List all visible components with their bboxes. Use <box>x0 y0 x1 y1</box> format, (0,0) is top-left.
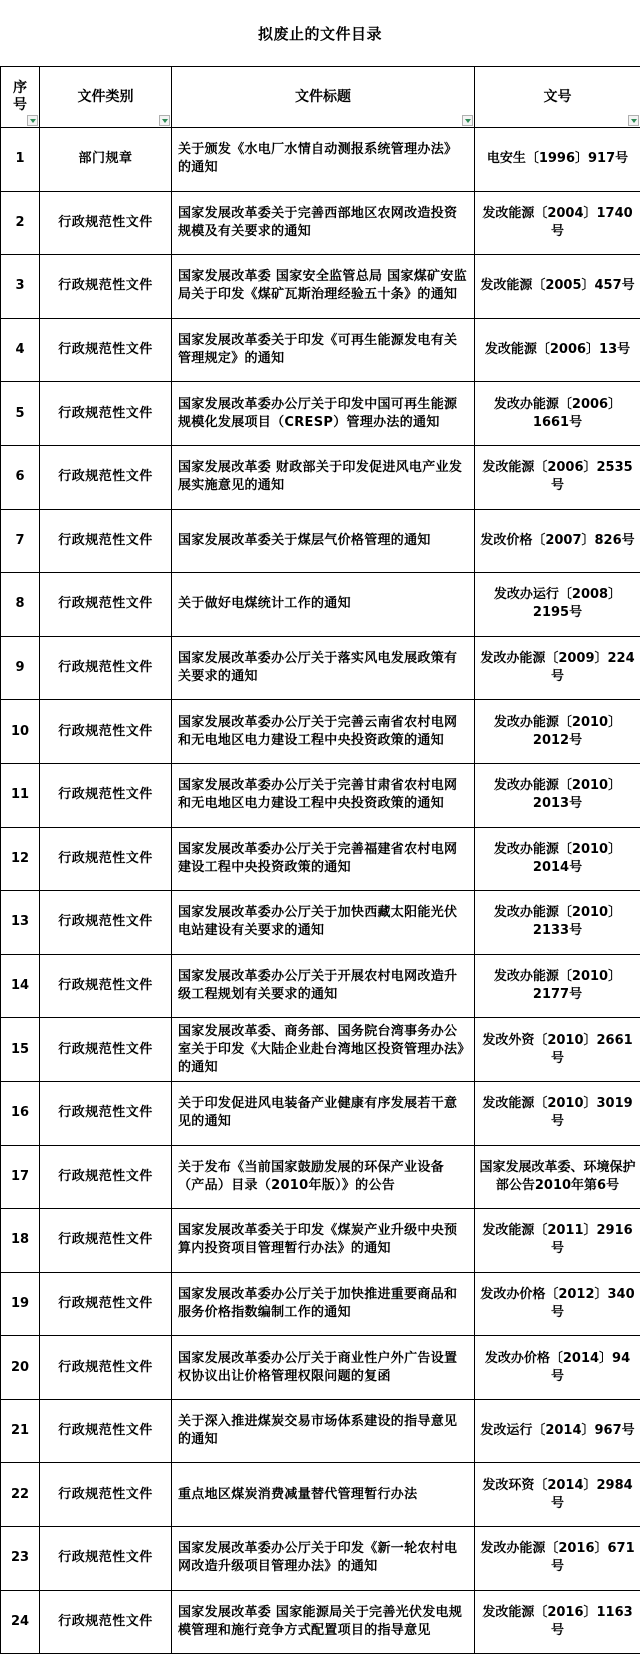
seq-cell: 7 <box>1 509 40 573</box>
seq-cell: 11 <box>1 763 40 827</box>
table-row <box>1 1399 640 1463</box>
number-cell: 发改办能源〔2010〕2133号 <box>475 891 640 955</box>
seq-cell: 3 <box>1 255 40 319</box>
category-cell: 行政规范性文件 <box>40 1463 172 1527</box>
number-cell: 发改能源〔2005〕457号 <box>475 255 640 319</box>
title-cell: 关于印发促进风电装备产业健康有序发展若干意见的通知 <box>172 1081 475 1145</box>
number-cell: 发改办能源〔2010〕2013号 <box>475 763 640 827</box>
number-cell: 电安生〔1996〕917号 <box>475 128 640 192</box>
table-row <box>1 445 640 509</box>
number-cell: 国家发展改革委、环境保护部公告2010年第6号 <box>475 1145 640 1209</box>
seq-cell: 14 <box>1 954 40 1018</box>
title-cell: 关于颁发《水电厂水情自动测报系统管理办法》的通知 <box>172 128 475 192</box>
number-cell: 发改能源〔2004〕1740号 <box>475 191 640 255</box>
seq-cell: 2 <box>1 191 40 255</box>
seq-cell: 21 <box>1 1399 40 1463</box>
seq-cell: 18 <box>1 1209 40 1273</box>
title-cell: 国家发展改革委 国家安全监管总局 国家煤矿安监局关于印发《煤矿瓦斯治理经验五十条》的通知 <box>172 255 475 319</box>
number-cell: 发改办能源〔2016〕671号 <box>475 1527 640 1591</box>
title-cell: 关于做好电煤统计工作的通知 <box>172 573 475 637</box>
table-row <box>1 1527 640 1591</box>
category-cell: 行政规范性文件 <box>40 1272 172 1336</box>
seq-cell: 16 <box>1 1081 40 1145</box>
category-cell: 行政规范性文件 <box>40 636 172 700</box>
header-category <box>40 67 172 128</box>
filter-dropdown-icon[interactable] <box>27 115 38 126</box>
title-cell: 重点地区煤炭消费减量替代管理暂行办法 <box>172 1463 475 1527</box>
number-cell: 发改能源〔2016〕1163号 <box>475 1590 640 1654</box>
number-cell: 发改外资〔2010〕2661号 <box>475 1018 640 1082</box>
page-title: 拟废止的文件目录 <box>257 24 382 43</box>
seq-cell: 20 <box>1 1336 40 1400</box>
number-cell: 发改办价格〔2012〕340号 <box>475 1272 640 1336</box>
table-row <box>1 1463 640 1527</box>
title-cell: 国家发展改革委关于完善西部地区农网改造投资规模及有关要求的通知 <box>172 191 475 255</box>
table-row <box>1 318 640 382</box>
header-doc-number-label: 文号 <box>543 89 572 105</box>
title-cell: 国家发展改革委办公厅关于完善甘肃省农村电网和无电地区电力建设工程中央投资政策的通知 <box>172 763 475 827</box>
number-cell: 发改办能源〔2010〕2177号 <box>475 954 640 1018</box>
title-cell: 国家发展改革委办公厅关于印发中国可再生能源规模化发展项目（CRESP）管理办法的通知 <box>172 382 475 446</box>
table-row <box>1 1081 640 1145</box>
category-cell: 行政规范性文件 <box>40 191 172 255</box>
category-cell: 行政规范性文件 <box>40 827 172 891</box>
seq-cell: 1 <box>1 128 40 192</box>
header-seq-label: 序号 <box>13 80 27 113</box>
header-seq <box>1 67 40 128</box>
table-row <box>1 1336 640 1400</box>
seq-cell: 4 <box>1 318 40 382</box>
category-cell: 行政规范性文件 <box>40 1336 172 1400</box>
table-header-row <box>1 67 640 128</box>
number-cell: 发改能源〔2010〕3019号 <box>475 1081 640 1145</box>
number-cell: 发改能源〔2011〕2916号 <box>475 1209 640 1273</box>
table-row <box>1 1590 640 1654</box>
seq-cell: 24 <box>1 1590 40 1654</box>
title-cell: 国家发展改革委办公厅关于完善福建省农村电网建设工程中央投资政策的通知 <box>172 827 475 891</box>
table-row <box>1 1209 640 1273</box>
number-cell: 发改办价格〔2014〕94号 <box>475 1336 640 1400</box>
number-cell: 发改办能源〔2009〕224号 <box>475 636 640 700</box>
table-row <box>1 509 640 573</box>
seq-cell: 19 <box>1 1272 40 1336</box>
header-doc-number <box>475 67 640 128</box>
table-row <box>1 1018 640 1082</box>
table-row <box>1 191 640 255</box>
number-cell: 发改能源〔2006〕2535号 <box>475 445 640 509</box>
table-row <box>1 763 640 827</box>
category-cell: 行政规范性文件 <box>40 1590 172 1654</box>
number-cell: 发改办能源〔2006〕1661号 <box>475 382 640 446</box>
category-cell: 行政规范性文件 <box>40 318 172 382</box>
category-cell: 行政规范性文件 <box>40 1018 172 1082</box>
title-cell: 国家发展改革委办公厅关于加快西藏太阳能光伏电站建设有关要求的通知 <box>172 891 475 955</box>
title-cell: 关于深入推进煤炭交易市场体系建设的指导意见的通知 <box>172 1399 475 1463</box>
title-cell: 国家发展改革委办公厅关于完善云南省农村电网和无电地区电力建设工程中央投资政策的通知 <box>172 700 475 764</box>
header-doc-title <box>172 67 475 128</box>
seq-cell: 17 <box>1 1145 40 1209</box>
table-row <box>1 382 640 446</box>
table-row <box>1 827 640 891</box>
category-cell: 行政规范性文件 <box>40 700 172 764</box>
seq-cell: 15 <box>1 1018 40 1082</box>
category-cell: 行政规范性文件 <box>40 954 172 1018</box>
category-cell: 行政规范性文件 <box>40 573 172 637</box>
category-cell: 行政规范性文件 <box>40 509 172 573</box>
table-row <box>1 891 640 955</box>
file-list-table <box>0 66 640 1654</box>
table-row <box>1 636 640 700</box>
number-cell: 发改环资〔2014〕2984号 <box>475 1463 640 1527</box>
category-cell: 行政规范性文件 <box>40 1527 172 1591</box>
title-cell: 国家发展改革委办公厅关于商业性户外广告设置权协议出让价格管理权限问题的复函 <box>172 1336 475 1400</box>
number-cell: 发改办运行〔2008〕2195号 <box>475 573 640 637</box>
number-cell: 发改办能源〔2010〕2012号 <box>475 700 640 764</box>
filter-dropdown-icon[interactable] <box>628 115 639 126</box>
title-cell: 国家发展改革委关于印发《煤炭产业升级中央预算内投资项目管理暂行办法》的通知 <box>172 1209 475 1273</box>
table-body <box>1 128 640 1654</box>
category-cell: 行政规范性文件 <box>40 1081 172 1145</box>
seq-cell: 9 <box>1 636 40 700</box>
seq-cell: 23 <box>1 1527 40 1591</box>
table-row <box>1 1145 640 1209</box>
table-row <box>1 1272 640 1336</box>
title-cell: 国家发展改革委关于印发《可再生能源发电有关管理规定》的通知 <box>172 318 475 382</box>
title-cell: 关于发布《当前国家鼓励发展的环保产业设备（产品）目录（2010年版）》的公告 <box>172 1145 475 1209</box>
title-cell: 国家发展改革委 国家能源局关于完善光伏发电规模管理和施行竞争方式配置项目的指导意见 <box>172 1590 475 1654</box>
table-row <box>1 573 640 637</box>
category-cell: 行政规范性文件 <box>40 445 172 509</box>
category-cell: 行政规范性文件 <box>40 255 172 319</box>
number-cell: 发改能源〔2006〕13号 <box>475 318 640 382</box>
number-cell: 发改办能源〔2010〕2014号 <box>475 827 640 891</box>
table-row <box>1 954 640 1018</box>
title-cell: 国家发展改革委关于煤层气价格管理的通知 <box>172 509 475 573</box>
seq-cell: 8 <box>1 573 40 637</box>
category-cell: 行政规范性文件 <box>40 382 172 446</box>
table-row <box>1 128 640 192</box>
filter-dropdown-icon[interactable] <box>462 115 473 126</box>
category-cell: 行政规范性文件 <box>40 1209 172 1273</box>
title-cell: 国家发展改革委办公厅关于印发《新一轮农村电网改造升级项目管理办法》的通知 <box>172 1527 475 1591</box>
category-cell: 行政规范性文件 <box>40 1145 172 1209</box>
seq-cell: 22 <box>1 1463 40 1527</box>
seq-cell: 12 <box>1 827 40 891</box>
seq-cell: 6 <box>1 445 40 509</box>
table-row <box>1 255 640 319</box>
title-cell: 国家发展改革委、商务部、国务院台湾事务办公室关于印发《大陆企业赴台湾地区投资管理办法》的通知 <box>172 1018 475 1082</box>
header-doc-title-label: 文件标题 <box>295 89 351 105</box>
title-cell: 国家发展改革委办公厅关于开展农村电网改造升级工程规划有关要求的通知 <box>172 954 475 1018</box>
number-cell: 发改运行〔2014〕967号 <box>475 1399 640 1463</box>
header-category-label: 文件类别 <box>77 89 134 105</box>
title-cell: 国家发展改革委办公厅关于加快推进重要商品和服务价格指数编制工作的通知 <box>172 1272 475 1336</box>
title-cell: 国家发展改革委办公厅关于落实风电发展政策有关要求的通知 <box>172 636 475 700</box>
filter-dropdown-icon[interactable] <box>159 115 170 126</box>
category-cell: 行政规范性文件 <box>40 891 172 955</box>
number-cell: 发改价格〔2007〕826号 <box>475 509 640 573</box>
table-row <box>1 700 640 764</box>
category-cell: 行政规范性文件 <box>40 763 172 827</box>
category-cell: 部门规章 <box>40 128 172 192</box>
seq-cell: 5 <box>1 382 40 446</box>
title-cell: 国家发展改革委 财政部关于印发促进风电产业发展实施意见的通知 <box>172 445 475 509</box>
seq-cell: 13 <box>1 891 40 955</box>
seq-cell: 10 <box>1 700 40 764</box>
category-cell: 行政规范性文件 <box>40 1399 172 1463</box>
